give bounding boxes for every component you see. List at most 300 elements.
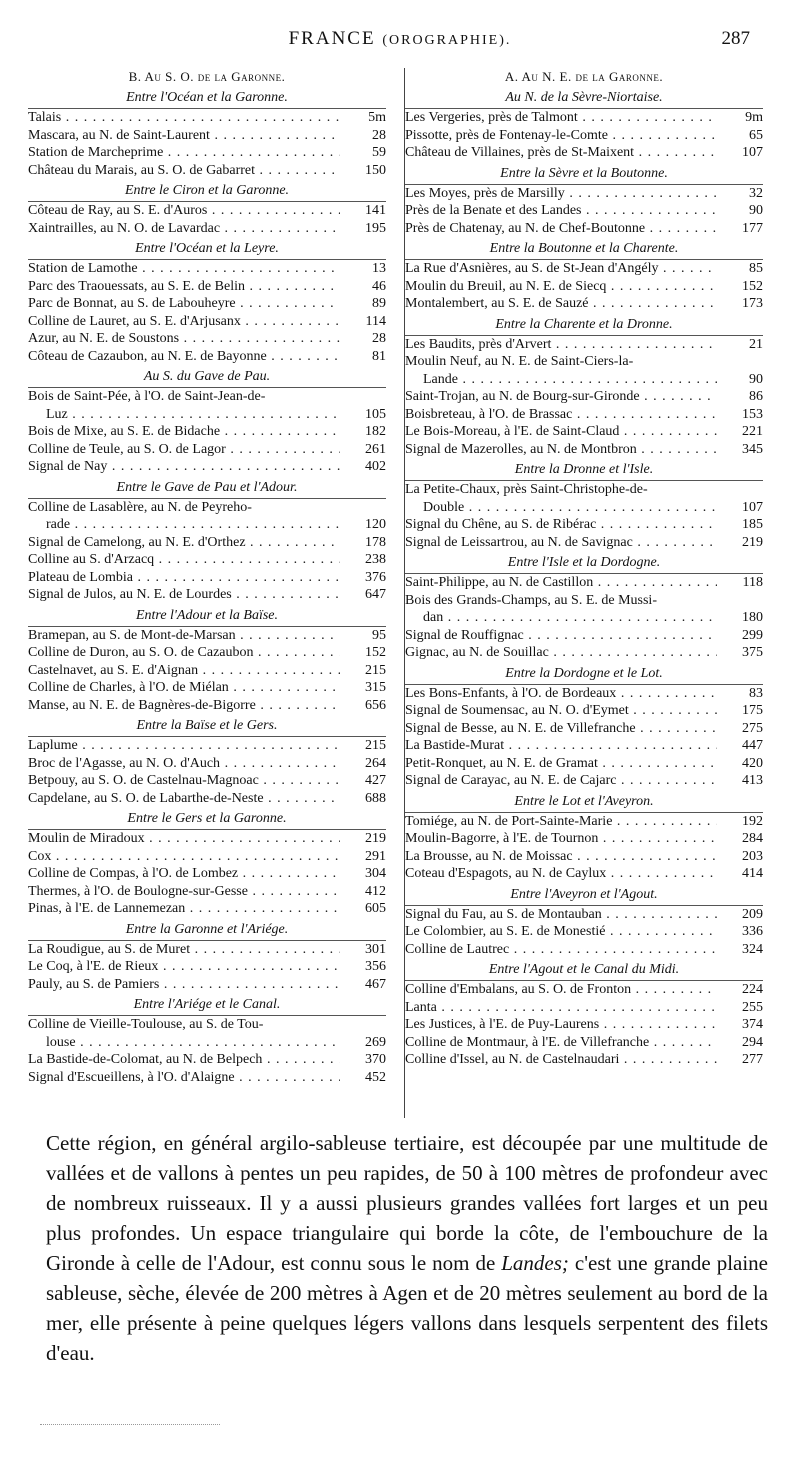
entry-list bbox=[405, 980, 763, 1069]
entry-name: Betpouy, au S. O. de Castelnau-Magnoac . . . bbox=[28, 772, 340, 790]
table-row bbox=[28, 313, 386, 331]
table-row bbox=[28, 458, 386, 476]
table-row bbox=[405, 441, 763, 459]
table-row bbox=[28, 790, 386, 808]
table-row bbox=[28, 423, 386, 441]
entry-altitude: 90 bbox=[749, 203, 763, 218]
table-row bbox=[28, 202, 386, 220]
right-column bbox=[404, 68, 763, 1118]
section-heading: Entre l'Océan et la Leyre. bbox=[135, 241, 279, 256]
entry-name: Coteau d'Espagots, au N. de Caylux . . . bbox=[405, 865, 717, 883]
table-row bbox=[405, 848, 763, 866]
entry-altitude: 294 bbox=[742, 1034, 763, 1050]
table-row bbox=[405, 923, 763, 941]
entry-altitude: 46 bbox=[372, 278, 386, 294]
entry-altitude: 375 bbox=[742, 645, 763, 660]
section-heading: Entre la Dordogne et le Lot. bbox=[505, 665, 663, 681]
entry-altitude: 688 bbox=[365, 790, 386, 806]
entry-name: Moulin de Miradoux . . . bbox=[28, 830, 340, 848]
entry-name: Signal de Leissartrou, au N. de Savignac . . . bbox=[405, 534, 717, 552]
table-row bbox=[405, 772, 763, 790]
table-row bbox=[405, 534, 763, 552]
entry-name: Les Moyes, près de Marsilly . . . bbox=[405, 185, 717, 203]
entry-altitude: 13 bbox=[372, 261, 386, 276]
entry-name: Gignac, au N. de Souillac . . . bbox=[405, 644, 717, 662]
entry-name: La Brousse, au N. de Moissac . . . bbox=[405, 848, 717, 866]
entry-altitude: 315 bbox=[365, 680, 386, 695]
entry-name-line: Bois des Grands-Champs, au S. E. de Mussi- bbox=[405, 592, 657, 608]
entry-name: Côteau de Ray, au S. E. d'Auros . . . bbox=[28, 202, 340, 220]
entry-name: Montalembert, au S. E. de Sauzé . . . bbox=[405, 295, 717, 313]
entry-altitude: 95 bbox=[372, 627, 386, 643]
table-row bbox=[28, 976, 386, 994]
entry-altitude: 173 bbox=[742, 296, 763, 311]
table-row bbox=[405, 1016, 763, 1034]
table-row bbox=[405, 278, 763, 296]
table-row bbox=[405, 371, 763, 389]
entry-name-line: La Petite-Chaux, près Saint-Christophe-de- bbox=[405, 482, 648, 497]
entry-name: Talais . . . bbox=[28, 109, 340, 127]
entry-altitude: 215 bbox=[365, 662, 386, 678]
entry-altitude: 185 bbox=[742, 517, 763, 532]
entry-altitude: 221 bbox=[742, 424, 763, 439]
table-row bbox=[405, 185, 763, 203]
entry-list bbox=[28, 626, 386, 715]
entry-altitude: 219 bbox=[742, 534, 763, 550]
table-row bbox=[28, 441, 386, 459]
table-row bbox=[405, 260, 763, 278]
entry-name: Château de Villaines, près de St-Maixent . . . bbox=[405, 144, 717, 162]
entry-name: Capdelane, au S. O. de Labarthe-de-Neste . . . bbox=[28, 790, 340, 808]
section-heading: Entre l'Agout et le Canal du Midi. bbox=[488, 962, 680, 977]
entry-name: Colline d'Embalans, au S. O. de Fronton . . . bbox=[405, 981, 717, 999]
entry-altitude: 238 bbox=[365, 552, 386, 567]
entry-altitude: 178 bbox=[365, 534, 386, 550]
entry-altitude: 412 bbox=[365, 883, 386, 899]
table-row bbox=[28, 330, 386, 348]
table-row bbox=[28, 516, 386, 534]
body-paragraph bbox=[46, 1128, 768, 1368]
table-row bbox=[28, 772, 386, 790]
entry-altitude: 107 bbox=[742, 145, 763, 160]
entry-altitude: 304 bbox=[365, 866, 386, 881]
table-row bbox=[28, 644, 386, 662]
table-row bbox=[405, 109, 763, 127]
table-row bbox=[405, 220, 763, 238]
entry-list bbox=[405, 573, 763, 662]
table-row bbox=[28, 941, 386, 959]
table-row bbox=[28, 295, 386, 313]
table-row bbox=[405, 388, 763, 406]
table-row bbox=[405, 423, 763, 441]
entry-name: Plateau de Lombia . . . bbox=[28, 569, 340, 587]
entry-altitude: 291 bbox=[365, 848, 386, 864]
section-heading: Au S. du Gave de Pau. bbox=[143, 369, 271, 384]
table-row bbox=[28, 569, 386, 587]
paragraph-italic-term: Landes; bbox=[501, 1251, 569, 1275]
entry-name: Colline de Compas, à l'O. de Lombez . . . bbox=[28, 865, 340, 883]
entry-list bbox=[28, 736, 386, 807]
table-row bbox=[28, 1069, 386, 1087]
entry-name: Les Baudits, près d'Arvert . . . bbox=[405, 336, 717, 354]
entry-altitude: 59 bbox=[372, 145, 386, 160]
entry-name: Thermes, à l'O. de Boulogne-sur-Gesse . . . bbox=[28, 883, 340, 901]
entry-name: Colline d'Issel, au N. de Castelnaudari . . . bbox=[405, 1051, 717, 1069]
table-row bbox=[405, 609, 763, 627]
entry-altitude: 105 bbox=[365, 406, 386, 422]
entry-name: Signal de Mazerolles, au N. de Montbron . . . bbox=[405, 441, 717, 459]
entry-list bbox=[28, 1015, 386, 1086]
entry-name: Colline de Montmaur, à l'E. de Villefranche . . . bbox=[405, 1034, 717, 1052]
entry-name: Azur, au N. E. de Soustons . . . bbox=[28, 330, 340, 348]
entry-name: Tomiége, au N. de Port-Sainte-Marie . . . bbox=[405, 813, 717, 831]
entry-name: Pauly, au S. de Pamiers . . . bbox=[28, 976, 340, 994]
entry-list bbox=[405, 259, 763, 313]
entry-name: Parc de Bonnat, au S. de Labouheyre . . . bbox=[28, 295, 340, 313]
entry-name: Le Coq, à l'E. de Rieux . . . bbox=[28, 958, 340, 976]
entry-altitude: 269 bbox=[365, 1034, 386, 1050]
entry-list bbox=[28, 387, 386, 476]
entry-name: Les Justices, à l'E. de Puy-Laurens . . . bbox=[405, 1016, 717, 1034]
entry-altitude: 9m bbox=[745, 110, 763, 125]
table-row bbox=[28, 627, 386, 645]
entry-name: Signal de Nay . . . bbox=[28, 458, 340, 476]
entry-altitude: 284 bbox=[742, 831, 763, 846]
section-heading: Entre le Gave de Pau et l'Adour. bbox=[116, 479, 298, 495]
entry-altitude: 203 bbox=[742, 848, 763, 864]
entry-altitude: 299 bbox=[742, 627, 763, 643]
entry-altitude: 152 bbox=[365, 645, 386, 660]
section-heading: Entre l'Adour et la Baïse. bbox=[135, 607, 279, 623]
entry-altitude: 175 bbox=[742, 703, 763, 718]
table-row bbox=[405, 1051, 763, 1069]
table-row bbox=[405, 644, 763, 662]
entry-name-line: Moulin Neuf, au N. E. de Saint-Ciers-la- bbox=[405, 354, 634, 369]
table-row bbox=[405, 830, 763, 848]
table-row bbox=[405, 720, 763, 738]
entry-altitude: 656 bbox=[365, 697, 386, 713]
table-row bbox=[28, 220, 386, 238]
entry-name: Bois de Mixe, au S. E. de Bidache . . . bbox=[28, 423, 340, 441]
entry-altitude: 219 bbox=[365, 831, 386, 846]
section-heading: Entre le Ciron et la Garonne. bbox=[124, 183, 290, 198]
entry-altitude: 605 bbox=[365, 901, 386, 916]
table-row bbox=[28, 534, 386, 552]
entry-altitude: 28 bbox=[372, 331, 386, 346]
entry-name-continuation: Double . . . bbox=[405, 499, 717, 517]
entry-altitude: 21 bbox=[749, 336, 763, 352]
table-row bbox=[405, 127, 763, 145]
table-row bbox=[28, 348, 386, 366]
entry-name-line: Bois de Saint-Pée, à l'O. de Saint-Jean-de- bbox=[28, 389, 266, 404]
entry-name: Pissotte, près de Fontenay-le-Comte . . . bbox=[405, 127, 717, 145]
entry-list bbox=[405, 905, 763, 959]
entry-altitude: 180 bbox=[742, 610, 763, 625]
entry-altitude: 261 bbox=[365, 441, 386, 457]
section-heading: Entre la Boutonne et la Charente. bbox=[489, 241, 679, 256]
entry-altitude: 90 bbox=[749, 371, 763, 387]
entry-list bbox=[405, 335, 763, 459]
section-heading: Entre la Charente et la Dronne. bbox=[495, 316, 673, 332]
entry-name: Lanta . . . bbox=[405, 999, 717, 1017]
entry-name: Signal du Chêne, au S. de Ribérac . . . bbox=[405, 516, 717, 534]
entry-altitude: 467 bbox=[365, 976, 386, 992]
table-row bbox=[28, 865, 386, 883]
section-heading: Entre le Gers et la Garonne. bbox=[127, 811, 287, 826]
footer-marks bbox=[40, 1424, 220, 1431]
entry-name: Saint-Trojan, au N. de Bourg-sur-Gironde . . . bbox=[405, 388, 717, 406]
table-row bbox=[405, 702, 763, 720]
entry-list bbox=[28, 201, 386, 237]
entry-altitude: 65 bbox=[749, 127, 763, 143]
section-heading: Au N. de la Sèvre-Niortaise. bbox=[505, 90, 663, 105]
title-subtitle: (OROGRAPHIE). bbox=[382, 33, 512, 48]
paragraph-text-after: c'est une grande plaine sableuse, sèche, élevée de 200 mètres à Agen et de 20 mètres seulement au bord de la mer, elle présente à peine quelques légers vallons dans lesquels serpentent des filets d'eau. bbox=[46, 1251, 768, 1365]
entry-altitude: 89 bbox=[372, 296, 386, 311]
entry-name-continuation: dan . . . bbox=[405, 609, 717, 627]
entry-altitude: 224 bbox=[742, 982, 763, 997]
entry-altitude: 83 bbox=[749, 685, 763, 701]
table-row bbox=[405, 336, 763, 354]
entry-name: Signal d'Escueillens, à l'O. d'Alaigne . . . bbox=[28, 1069, 340, 1087]
entry-name: Manse, au N. E. de Bagnères-de-Bigorre . . . bbox=[28, 697, 340, 715]
section-heading: Entre la Sèvre et la Boutonne. bbox=[500, 165, 668, 181]
section-heading: Entre le Lot et l'Aveyron. bbox=[514, 793, 654, 809]
entry-name: Signal de Carayac, au N. E. de Cajarc . . . bbox=[405, 772, 717, 790]
table-row bbox=[405, 144, 763, 162]
entry-altitude: 195 bbox=[365, 220, 386, 236]
table-row bbox=[28, 1051, 386, 1069]
entry-name: Castelnavet, au S. E. d'Aignan . . . bbox=[28, 662, 340, 680]
entry-name: Colline de Charles, à l'O. de Miélan . . . bbox=[28, 679, 340, 697]
entry-list bbox=[405, 184, 763, 238]
entry-altitude: 277 bbox=[742, 1052, 763, 1067]
table-row bbox=[405, 865, 763, 883]
entry-altitude: 150 bbox=[365, 162, 386, 178]
section-heading: Entre la Dronne et l'Isle. bbox=[514, 462, 654, 477]
entry-name: Le Bois-Moreau, à l'E. de Saint-Claud . . . bbox=[405, 423, 717, 441]
entry-name: Petit-Ronquet, au N. E. de Gramat . . . bbox=[405, 755, 717, 773]
entry-name: Côteau de Cazaubon, au N. E. de Bayonne . . . bbox=[28, 348, 340, 366]
entry-name: Moulin du Breuil, au N. E. de Siecq . . . bbox=[405, 278, 717, 296]
entry-altitude: 177 bbox=[742, 220, 763, 236]
entry-altitude: 141 bbox=[365, 203, 386, 218]
entry-altitude: 414 bbox=[742, 866, 763, 881]
table-row bbox=[28, 406, 386, 424]
entry-name-line: Colline de Vieille-Toulouse, au S. de Tou- bbox=[28, 1017, 264, 1032]
title-main: FRANCE bbox=[288, 28, 376, 49]
entry-list bbox=[28, 259, 386, 365]
entry-altitude: 118 bbox=[742, 575, 763, 590]
entry-altitude: 192 bbox=[742, 813, 763, 829]
entry-altitude: 85 bbox=[749, 261, 763, 276]
entry-altitude: 114 bbox=[365, 313, 386, 329]
entry-name: Signal de Rouffignac . . . bbox=[405, 627, 717, 645]
section-heading: Entre la Baïse et le Gers. bbox=[136, 718, 278, 733]
entry-name: Les Vergeries, près de Talmont . . . bbox=[405, 109, 717, 127]
table-row bbox=[28, 697, 386, 715]
table-row bbox=[405, 755, 763, 773]
entry-altitude: 209 bbox=[742, 906, 763, 922]
entry-name: Château du Marais, au S. O. de Gabarret . . . bbox=[28, 162, 340, 180]
entry-name: Près de Chatenay, au N. de Chef-Boutonne . . . bbox=[405, 220, 717, 238]
column-title: A. Au N. E. de la Garonne. bbox=[504, 69, 664, 84]
entry-name: Le Colombier, au S. E. de Monestié . . . bbox=[405, 923, 717, 941]
entry-name: Broc de l'Agasse, au N. O. d'Auch . . . bbox=[28, 755, 340, 773]
entry-name: La Bastide-de-Colomat, au N. de Belpech . . . bbox=[28, 1051, 340, 1069]
entry-altitude: 255 bbox=[742, 999, 763, 1015]
entry-list bbox=[405, 812, 763, 883]
entry-name: La Roudigue, au S. de Muret . . . bbox=[28, 941, 340, 959]
entry-name-continuation: rade . . . bbox=[28, 516, 340, 534]
column-title: B. Au S. O. de la Garonne. bbox=[128, 69, 286, 84]
entry-name: Colline de Lauret, au S. E. d'Arjusanx . . . bbox=[28, 313, 340, 331]
table-row bbox=[28, 127, 386, 145]
entry-name: Colline de Teule, au S. O. de Lagor . . . bbox=[28, 441, 340, 459]
entry-altitude: 153 bbox=[742, 406, 763, 422]
entry-name-continuation: louse . . . bbox=[28, 1034, 340, 1052]
entry-altitude: 301 bbox=[365, 941, 386, 957]
table-row bbox=[28, 737, 386, 755]
entry-name: Pinas, à l'E. de Lannemezan . . . bbox=[28, 900, 340, 918]
table-row bbox=[28, 830, 386, 848]
entry-altitude: 374 bbox=[742, 1017, 763, 1032]
entry-list bbox=[28, 498, 386, 604]
table-row bbox=[28, 278, 386, 296]
left-column bbox=[28, 68, 386, 1086]
entry-altitude: 647 bbox=[365, 587, 386, 602]
entry-name: Signal de Besse, au N. E. de Villefranche . . . bbox=[405, 720, 717, 738]
table-row bbox=[405, 202, 763, 220]
entry-name: Bramepan, au S. de Mont-de-Marsan . . . bbox=[28, 627, 340, 645]
entry-list bbox=[28, 108, 386, 179]
entry-name: Mascara, au N. de Saint-Laurent . . . bbox=[28, 127, 340, 145]
entry-altitude: 376 bbox=[365, 569, 386, 585]
entry-name-continuation: Lande . . . bbox=[405, 371, 717, 389]
entry-altitude: 107 bbox=[742, 499, 763, 515]
table-row bbox=[28, 883, 386, 901]
entry-altitude: 324 bbox=[742, 941, 763, 957]
running-title bbox=[0, 28, 800, 50]
entry-altitude: 28 bbox=[372, 127, 386, 143]
entry-list bbox=[28, 940, 386, 994]
table-row bbox=[28, 144, 386, 162]
entry-name: Cox . . . bbox=[28, 848, 340, 866]
entry-altitude: 413 bbox=[742, 773, 763, 788]
entry-altitude: 336 bbox=[742, 924, 763, 939]
entry-altitude: 447 bbox=[742, 738, 763, 753]
entry-name: Colline de Duron, au S. O. de Cazaubon . . . bbox=[28, 644, 340, 662]
table-row bbox=[405, 999, 763, 1017]
entry-list bbox=[28, 829, 386, 918]
page-number: 287 bbox=[721, 28, 750, 49]
entry-name: Moulin-Bagorre, à l'E. de Tournon . . . bbox=[405, 830, 717, 848]
section-heading: Entre la Garonne et l'Ariége. bbox=[125, 921, 289, 937]
entry-altitude: 370 bbox=[365, 1052, 386, 1067]
entry-name: Signal de Soumensac, au N. O. d'Eymet . . . bbox=[405, 702, 717, 720]
entry-name: Parc des Traouessats, au S. E. de Belin . . . bbox=[28, 278, 340, 296]
entry-name: Colline de Lautrec . . . bbox=[405, 941, 717, 959]
table-row bbox=[28, 755, 386, 773]
entry-list bbox=[405, 108, 763, 162]
table-row bbox=[28, 679, 386, 697]
entry-name-continuation: Luz . . . bbox=[28, 406, 340, 424]
table-row bbox=[405, 813, 763, 831]
entry-name: La Rue d'Asnières, au S. de St-Jean d'Angély . . . bbox=[405, 260, 717, 278]
table-row bbox=[405, 295, 763, 313]
table-row bbox=[28, 586, 386, 604]
entry-altitude: 345 bbox=[742, 441, 763, 457]
entry-altitude: 81 bbox=[372, 348, 386, 364]
entry-list bbox=[405, 480, 763, 551]
table-row bbox=[405, 685, 763, 703]
entry-altitude: 86 bbox=[749, 389, 763, 404]
entry-altitude: 452 bbox=[365, 1069, 386, 1085]
table-row bbox=[28, 1034, 386, 1052]
table-row bbox=[405, 981, 763, 999]
entry-name: Signal de Julos, au N. E. de Lourdes . . . bbox=[28, 586, 340, 604]
section-heading: Entre l'Ariége et le Canal. bbox=[133, 997, 281, 1012]
entry-altitude: 182 bbox=[365, 424, 386, 439]
entry-altitude: 264 bbox=[365, 755, 386, 771]
entry-name: Station de Marcheprime . . . bbox=[28, 144, 340, 162]
section-heading: Entre l'Aveyron et l'Agout. bbox=[510, 886, 658, 902]
table-row bbox=[405, 941, 763, 959]
entry-altitude: 120 bbox=[365, 517, 386, 532]
entry-name: Boisbreteau, à l'O. de Brassac . . . bbox=[405, 406, 717, 424]
table-row bbox=[28, 662, 386, 680]
entry-altitude: 152 bbox=[742, 278, 763, 294]
section-heading: Entre l'Océan et la Garonne. bbox=[126, 90, 288, 105]
entry-name: La Bastide-Murat . . . bbox=[405, 737, 717, 755]
table-row bbox=[405, 516, 763, 534]
entry-name: Signal du Fau, au S. de Montauban . . . bbox=[405, 906, 717, 924]
entry-name: Signal de Camelong, au N. E. d'Orthez . . . bbox=[28, 534, 340, 552]
table-row bbox=[28, 162, 386, 180]
entry-altitude: 275 bbox=[742, 720, 763, 736]
entry-altitude: 215 bbox=[365, 738, 386, 753]
table-row bbox=[405, 737, 763, 755]
table-row bbox=[405, 574, 763, 592]
table-row bbox=[28, 551, 386, 569]
table-row bbox=[28, 900, 386, 918]
entry-altitude: 5m bbox=[368, 110, 386, 125]
entry-altitude: 402 bbox=[365, 459, 386, 474]
table-row bbox=[405, 1034, 763, 1052]
table-row bbox=[28, 260, 386, 278]
table-row bbox=[405, 627, 763, 645]
entry-altitude: 420 bbox=[742, 755, 763, 771]
entry-name: Colline au S. d'Arzacq . . . bbox=[28, 551, 340, 569]
table-row bbox=[28, 958, 386, 976]
section-heading: Entre l'Isle et la Dordogne. bbox=[507, 555, 661, 570]
entry-list bbox=[405, 684, 763, 790]
entry-name: Les Bons-Enfants, à l'O. de Bordeaux . . . bbox=[405, 685, 717, 703]
entry-name: Saint-Philippe, au N. de Castillon . . . bbox=[405, 574, 717, 592]
entry-name: Xaintrailles, au N. O. de Lavardac . . . bbox=[28, 220, 340, 238]
entry-altitude: 356 bbox=[365, 959, 386, 974]
entry-altitude: 32 bbox=[749, 185, 763, 201]
table-row bbox=[405, 406, 763, 424]
page-header bbox=[0, 28, 800, 54]
entry-name: Station de Lamothe . . . bbox=[28, 260, 340, 278]
table-row bbox=[28, 109, 386, 127]
entry-name: Laplume . . . bbox=[28, 737, 340, 755]
paragraph-text-before: Cette région, en général argilo-sableuse tertiaire, est découpée par une multitude de vallées et de vallons à pentes un peu rapides, de 50 à 100 mètres de profondeur avec de nombreux ruisseaux. Il y a aussi plusieurs grandes vallées fort larges et un peu plus profondes. Un espace triangulaire qui borde la côte, de l'embouchure de la Gironde à celle de l'Adour, est connu sous le nom de bbox=[46, 1131, 768, 1275]
entry-altitude: 427 bbox=[365, 773, 386, 788]
entry-name: Près de la Benate et des Landes . . . bbox=[405, 202, 717, 220]
table-row bbox=[28, 848, 386, 866]
